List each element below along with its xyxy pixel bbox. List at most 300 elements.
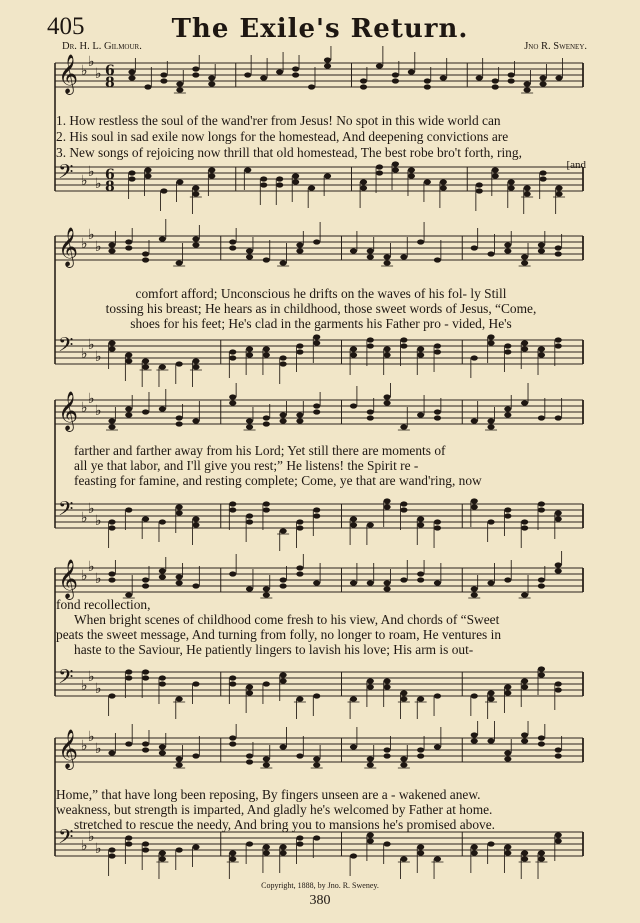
note-head xyxy=(383,684,390,689)
note-head xyxy=(125,835,132,840)
note-head xyxy=(192,516,199,521)
note-head xyxy=(160,72,167,77)
note-head xyxy=(280,844,287,849)
author-credit: Dr. H. L. Gilmour. xyxy=(62,41,142,52)
note-head xyxy=(246,248,253,253)
note-head xyxy=(521,732,528,737)
note-head xyxy=(408,69,415,74)
note-head xyxy=(434,519,441,524)
note-head xyxy=(504,844,511,849)
note-head xyxy=(142,841,149,846)
note-head xyxy=(142,251,149,256)
note-head xyxy=(400,254,407,259)
note-head xyxy=(350,580,357,585)
note-head xyxy=(263,352,270,357)
flat-icon: ♭ xyxy=(88,501,95,517)
note-head xyxy=(367,838,374,843)
note-head xyxy=(246,841,253,846)
note-head xyxy=(555,838,562,843)
note-head xyxy=(417,696,424,701)
bass-clef-icon: 𝄢 xyxy=(58,825,74,853)
note-head xyxy=(440,179,447,184)
note-head xyxy=(296,343,303,348)
note-head xyxy=(176,847,183,852)
note-head xyxy=(539,176,546,181)
note-head xyxy=(383,580,390,585)
time-signature-bottom: 8 xyxy=(105,75,115,91)
note-head xyxy=(487,580,494,585)
note-head xyxy=(260,176,267,181)
note-head xyxy=(229,400,236,405)
note-head xyxy=(367,684,374,689)
note-head xyxy=(555,832,562,837)
note-head xyxy=(142,847,149,852)
treble-clef-icon: 𝄞 xyxy=(58,391,79,431)
note-head xyxy=(417,747,424,752)
lyric-line: 2. His soul in sad exile now longs for the homestead, And deepening convictions are xyxy=(56,129,509,144)
note-head xyxy=(521,684,528,689)
note-head xyxy=(417,516,424,521)
hymn-title: The Exile's Return. xyxy=(171,14,469,44)
note-head xyxy=(538,242,545,247)
note-head xyxy=(263,421,270,426)
note-head xyxy=(555,687,562,692)
note-head xyxy=(229,681,236,686)
note-head xyxy=(504,406,511,411)
note-head xyxy=(538,248,545,253)
note-head xyxy=(487,251,494,256)
note-head xyxy=(400,696,407,701)
note-head xyxy=(246,759,253,764)
note-head xyxy=(263,586,270,591)
note-head xyxy=(292,72,299,77)
note-head xyxy=(208,81,215,86)
note-head xyxy=(229,675,236,680)
note-head xyxy=(367,254,374,259)
treble-staff xyxy=(55,46,583,95)
flat-icon: ♭ xyxy=(81,346,88,362)
note-head xyxy=(487,696,494,701)
note-head xyxy=(555,191,562,196)
note-head xyxy=(504,507,511,512)
note-head xyxy=(471,498,478,503)
note-head xyxy=(159,406,166,411)
bass-staff xyxy=(55,665,583,719)
flat-icon: ♭ xyxy=(95,239,102,255)
note-head xyxy=(192,753,199,758)
note-head xyxy=(192,191,199,196)
note-head xyxy=(408,173,415,178)
note-head xyxy=(440,75,447,80)
note-head xyxy=(176,510,183,515)
bass-clef-icon: 𝄢 xyxy=(58,665,74,693)
note-head xyxy=(108,847,115,852)
note-head xyxy=(229,507,236,512)
note-head xyxy=(417,522,424,527)
note-head xyxy=(108,424,115,429)
note-head xyxy=(471,355,478,360)
note-head xyxy=(280,577,287,582)
note-head xyxy=(360,185,367,190)
note-head xyxy=(176,415,183,420)
note-head xyxy=(142,747,149,752)
note-head xyxy=(296,835,303,840)
note-head xyxy=(417,346,424,351)
note-head xyxy=(555,185,562,190)
note-head xyxy=(476,75,483,80)
note-head xyxy=(383,394,390,399)
flat-icon: ♭ xyxy=(81,678,88,694)
note-head xyxy=(434,744,441,749)
note-head xyxy=(383,254,390,259)
note-head xyxy=(508,78,515,83)
note-head xyxy=(229,850,236,855)
page-number: 380 xyxy=(309,893,331,908)
note-head xyxy=(246,254,253,259)
note-head xyxy=(383,352,390,357)
note-head xyxy=(292,179,299,184)
note-head xyxy=(280,260,287,265)
note-head xyxy=(360,84,367,89)
note-head xyxy=(313,693,320,698)
note-head xyxy=(471,738,478,743)
note-head xyxy=(108,340,115,345)
note-head xyxy=(192,66,199,71)
note-head xyxy=(142,577,149,582)
note-head xyxy=(367,415,374,420)
treble-clef-icon: 𝄞 xyxy=(58,227,79,267)
note-head xyxy=(125,352,132,357)
note-head xyxy=(108,571,115,576)
note-head xyxy=(280,528,287,533)
note-head xyxy=(538,735,545,740)
bass-staff xyxy=(55,333,583,387)
lyric-line: shoes for his feet; He's clad in the garments his Father pro - vided, He's xyxy=(130,316,512,331)
note-head xyxy=(350,696,357,701)
note-head xyxy=(125,507,132,512)
note-head xyxy=(296,242,303,247)
note-head xyxy=(508,179,515,184)
note-head xyxy=(555,568,562,573)
note-head xyxy=(508,185,515,190)
note-head xyxy=(296,248,303,253)
note-head xyxy=(521,519,528,524)
note-head xyxy=(276,69,283,74)
flat-icon: ♭ xyxy=(81,838,88,854)
note-head xyxy=(263,844,270,849)
bass-clef-icon: 𝄢 xyxy=(58,497,74,525)
note-head xyxy=(159,856,166,861)
note-head xyxy=(263,501,270,506)
note-head xyxy=(350,346,357,351)
note-head xyxy=(492,84,499,89)
note-head xyxy=(471,844,478,849)
note-head xyxy=(292,173,299,178)
flat-icon: ♭ xyxy=(95,841,102,857)
note-head xyxy=(434,693,441,698)
note-head xyxy=(229,571,236,576)
note-head xyxy=(263,415,270,420)
note-head xyxy=(144,173,151,178)
note-head xyxy=(367,409,374,414)
note-head xyxy=(296,525,303,530)
note-head xyxy=(524,81,531,86)
note-head xyxy=(383,504,390,509)
note-head xyxy=(504,684,511,689)
note-head xyxy=(487,519,494,524)
note-head xyxy=(108,693,115,698)
note-head xyxy=(400,337,407,342)
note-head xyxy=(350,403,357,408)
note-head xyxy=(313,409,320,414)
flat-icon: ♭ xyxy=(95,513,102,529)
note-head xyxy=(263,257,270,262)
note-head xyxy=(142,583,149,588)
note-head xyxy=(350,522,357,527)
note-head xyxy=(246,519,253,524)
note-head xyxy=(521,850,528,855)
flat-icon: ♭ xyxy=(95,681,102,697)
note-head xyxy=(504,577,511,582)
lyric-line: comfort afford; Unconscious he drifts on the waves of his fol- ly Still xyxy=(135,286,507,301)
note-head xyxy=(492,78,499,83)
note-head xyxy=(192,844,199,849)
note-head xyxy=(400,690,407,695)
flat-icon: ♭ xyxy=(88,669,95,685)
treble-clef-icon: 𝄞 xyxy=(58,729,79,769)
note-head xyxy=(176,421,183,426)
flat-icon: ♭ xyxy=(95,176,102,192)
note-head xyxy=(504,343,511,348)
lyric-line: 1. How restless the soul of the wand'rer from Jesus! No spot in this wide world can xyxy=(56,113,501,128)
flat-icon: ♭ xyxy=(81,568,88,584)
note-head xyxy=(160,78,167,83)
note-head xyxy=(313,334,320,339)
note-head xyxy=(108,577,115,582)
note-head xyxy=(367,762,374,767)
note-head xyxy=(176,580,183,585)
note-head xyxy=(504,690,511,695)
note-head xyxy=(125,239,132,244)
note-head xyxy=(125,406,132,411)
note-head xyxy=(159,519,166,524)
note-head xyxy=(476,182,483,187)
note-head xyxy=(296,519,303,524)
flat-icon: ♭ xyxy=(88,227,95,243)
note-head xyxy=(538,415,545,420)
note-head xyxy=(229,501,236,506)
note-head xyxy=(229,355,236,360)
time-signature-top: 6 xyxy=(105,63,115,79)
lyric-line: fond recollection, xyxy=(56,597,151,612)
note-head xyxy=(192,242,199,247)
note-head xyxy=(434,349,441,354)
note-head xyxy=(434,580,441,585)
note-head xyxy=(538,352,545,357)
note-head xyxy=(324,57,331,62)
note-head xyxy=(471,586,478,591)
note-head xyxy=(313,762,320,767)
note-head xyxy=(176,361,183,366)
note-head xyxy=(400,577,407,582)
note-head xyxy=(176,574,183,579)
note-head xyxy=(263,756,270,761)
note-head xyxy=(555,681,562,686)
note-head xyxy=(263,681,270,686)
note-head xyxy=(555,251,562,256)
note-head xyxy=(487,690,494,695)
note-head xyxy=(417,352,424,357)
note-head xyxy=(524,87,531,92)
note-head xyxy=(555,337,562,342)
note-head xyxy=(521,254,528,259)
note-head xyxy=(383,753,390,758)
note-head xyxy=(383,260,390,265)
note-head xyxy=(128,75,135,80)
note-head xyxy=(504,248,511,253)
note-head xyxy=(229,394,236,399)
note-head xyxy=(260,75,267,80)
note-head xyxy=(383,498,390,503)
note-head xyxy=(434,525,441,530)
note-head xyxy=(128,69,135,74)
note-head xyxy=(125,669,132,674)
note-head xyxy=(471,245,478,250)
note-head xyxy=(280,361,287,366)
note-head xyxy=(276,176,283,181)
note-head xyxy=(538,583,545,588)
note-head xyxy=(246,513,253,518)
note-head xyxy=(417,412,424,417)
note-head xyxy=(367,832,374,837)
note-head xyxy=(400,756,407,761)
note-head xyxy=(229,245,236,250)
note-head xyxy=(296,696,303,701)
note-head xyxy=(350,853,357,858)
note-head xyxy=(471,504,478,509)
note-head xyxy=(192,236,199,241)
note-head xyxy=(313,403,320,408)
note-head xyxy=(508,72,515,77)
note-head xyxy=(313,580,320,585)
note-head xyxy=(367,756,374,761)
note-head xyxy=(142,675,149,680)
note-head xyxy=(192,72,199,77)
flat-icon: ♭ xyxy=(95,349,102,365)
note-head xyxy=(538,856,545,861)
note-head xyxy=(504,242,511,247)
note-head xyxy=(280,355,287,360)
note-head xyxy=(350,744,357,749)
note-head xyxy=(142,409,149,414)
note-head xyxy=(434,856,441,861)
note-head xyxy=(555,75,562,80)
note-head xyxy=(524,185,531,190)
flat-icon: ♭ xyxy=(81,510,88,526)
note-head xyxy=(424,179,431,184)
note-head xyxy=(383,841,390,846)
note-head xyxy=(308,84,315,89)
note-head xyxy=(246,753,253,758)
flat-icon: ♭ xyxy=(95,571,102,587)
note-head xyxy=(159,744,166,749)
note-head xyxy=(471,732,478,737)
bass-staff xyxy=(55,497,583,551)
note-head xyxy=(400,501,407,506)
note-head xyxy=(176,756,183,761)
note-head xyxy=(160,188,167,193)
note-head xyxy=(246,346,253,351)
note-head xyxy=(296,841,303,846)
flat-icon: ♭ xyxy=(88,559,95,575)
note-head xyxy=(142,669,149,674)
flat-icon: ♭ xyxy=(81,738,88,754)
lyric-line: all ye that labor, and I'll give you rest;” He listens! the Spirit re - xyxy=(74,458,419,473)
note-head xyxy=(487,340,494,345)
copyright-notice: Copyright, 1888, by Jno. R. Sweney. xyxy=(261,881,379,890)
note-head xyxy=(538,741,545,746)
note-head xyxy=(434,343,441,348)
note-head xyxy=(176,179,183,184)
lyric-line: feasting for famine, and resting complete; Come, ye that are wand'ring, now xyxy=(74,473,482,488)
note-head xyxy=(159,574,166,579)
note-head xyxy=(324,63,331,68)
note-head xyxy=(367,337,374,342)
note-head xyxy=(383,346,390,351)
note-head xyxy=(229,239,236,244)
note-head xyxy=(280,672,287,677)
note-head xyxy=(296,349,303,354)
note-head xyxy=(504,756,511,761)
note-head xyxy=(108,248,115,253)
note-head xyxy=(244,72,251,77)
note-head xyxy=(176,762,183,767)
note-head xyxy=(192,583,199,588)
note-head xyxy=(487,334,494,339)
treble-staff xyxy=(55,219,583,268)
flat-icon: ♭ xyxy=(88,829,95,845)
note-head xyxy=(296,571,303,576)
note-head xyxy=(476,188,483,193)
flat-icon: ♭ xyxy=(95,741,102,757)
note-head xyxy=(555,415,562,420)
note-head xyxy=(504,850,511,855)
note-head xyxy=(383,678,390,683)
note-head xyxy=(142,741,149,746)
note-head xyxy=(229,741,236,746)
note-head xyxy=(440,185,447,190)
note-head xyxy=(400,856,407,861)
note-head xyxy=(159,850,166,855)
note-head xyxy=(400,762,407,767)
note-head xyxy=(313,507,320,512)
flat-icon: ♭ xyxy=(81,236,88,252)
note-head xyxy=(176,87,183,92)
flat-icon: ♭ xyxy=(81,173,88,189)
note-head xyxy=(504,513,511,518)
note-head xyxy=(539,75,546,80)
note-head xyxy=(555,516,562,521)
note-head xyxy=(125,675,132,680)
note-head xyxy=(192,681,199,686)
note-head xyxy=(521,856,528,861)
note-head xyxy=(417,239,424,244)
note-head xyxy=(417,850,424,855)
flat-icon: ♭ xyxy=(88,54,95,70)
note-head xyxy=(417,577,424,582)
lyric-line: Home,” that have long been reposing, By fingers unseen are a - wakened anew. xyxy=(56,787,481,802)
flat-icon: ♭ xyxy=(95,66,102,82)
